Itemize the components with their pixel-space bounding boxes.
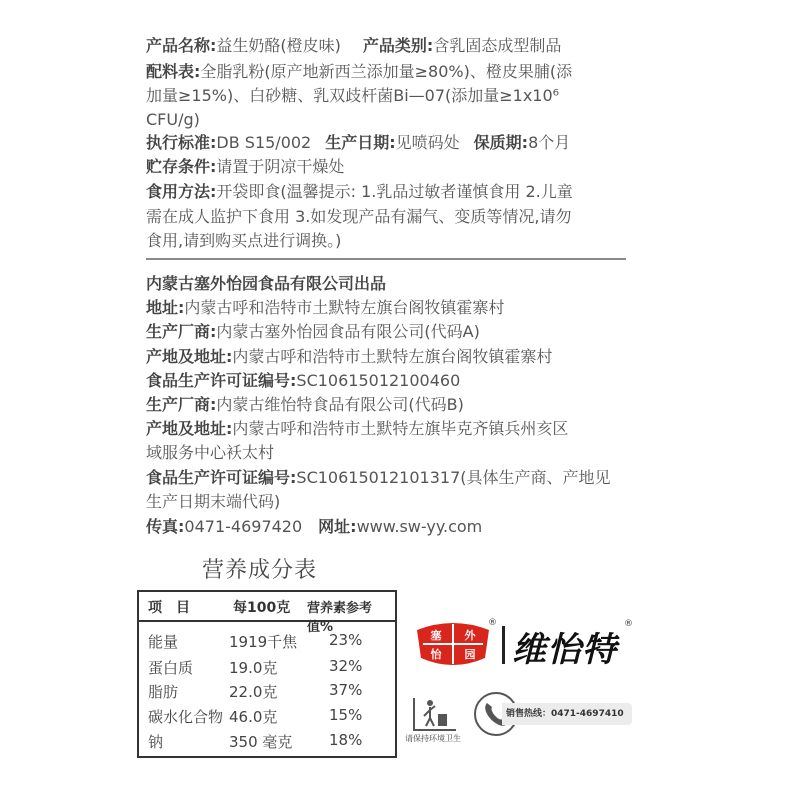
origin-a-value: 内蒙古呼和浩特市土默特左旗台阁牧镇霍寨村 (232, 347, 553, 366)
nutrient-name: 脂肪 (148, 683, 179, 701)
usage-line-3 (146, 229, 341, 253)
address-line (146, 296, 504, 320)
contact-line (146, 515, 482, 539)
storage-value: 请置于阴凉干燥处 (216, 157, 345, 176)
brand-name: 维怡特 (512, 630, 617, 670)
logo-seal-char: 外 (464, 629, 476, 642)
fax-label: 传真: (146, 517, 185, 536)
product-name-label: 产品名称: (146, 36, 217, 55)
ingredients-value-2: 加量≥15%)、白砂糖、乳双歧杆菌Bi—07(添加量≥1x10⁶ (146, 86, 560, 105)
usage-line-2 (146, 205, 571, 229)
nutrient-amount: 350 毫克 (229, 733, 293, 751)
nutrition-row (139, 654, 395, 680)
ingredients-value-1: 全脂乳粉(原产地新西兰添加量≥80%)、橙皮果脯(添 (200, 62, 573, 81)
origin-b-line (146, 417, 568, 441)
maker-title: 内蒙古塞外怡园食品有限公司出品 (146, 274, 387, 293)
registered-mark: ® (488, 618, 497, 628)
storage-label: 贮存条件: (146, 157, 217, 176)
nutrient-nrv: 23% (329, 631, 363, 649)
section-divider (146, 258, 626, 260)
license-a-value: SC10615012100460 (296, 371, 461, 390)
product-name-value: 益生奶酪(橙皮味) (216, 36, 341, 55)
tidy-man-icon (410, 694, 460, 734)
origin-b-line-2 (146, 441, 274, 465)
product-name-line (146, 34, 561, 58)
license-b-value: SC10615012101317(具体生产商、产地见 (296, 468, 611, 487)
license-b-value-2: 生产日期末端代码) (146, 492, 281, 511)
production-date-label: 生产日期: (325, 133, 396, 152)
nutrition-title: 营养成分表 (202, 558, 318, 583)
usage-label: 食用方法: (146, 182, 217, 201)
ingredients-line-1 (146, 60, 572, 84)
origin-b-value: 内蒙古呼和浩特市土默特左旗毕克齐镇兵州亥区 (232, 419, 569, 438)
usage-value-1: 开袋即食(温馨提示: 1.乳品过敏者谨慎食用 2.儿童 (216, 182, 573, 201)
storage-line (146, 155, 344, 179)
standard-line (146, 131, 570, 155)
manufacturer-b-line (146, 393, 464, 417)
ingredients-label: 配料表: (146, 62, 201, 81)
nutrient-name: 碳水化合物 (148, 708, 224, 726)
nutrient-amount: 46.0克 (229, 708, 278, 726)
manufacturer-a-value: 内蒙古塞外怡园食品有限公司(代码A) (216, 322, 480, 341)
license-a-label: 食品生产许可证编号: (146, 371, 297, 390)
nutrient-nrv: 18% (329, 731, 363, 749)
origin-b-label: 产地及地址: (146, 419, 233, 438)
origin-a-line (146, 345, 552, 369)
origin-a-label: 产地及地址: (146, 347, 233, 366)
address-label: 地址: (146, 298, 185, 317)
website-value: www.sw-yy.com (356, 517, 483, 536)
nutrient-name: 钠 (148, 733, 164, 751)
nutrient-name: 能量 (148, 633, 179, 651)
ingredients-line-2 (146, 84, 559, 108)
ingredients-line-3 (146, 108, 200, 132)
nutrition-header-row (139, 592, 395, 635)
shelf-life-label: 保质期: (473, 133, 529, 152)
usage-line-1 (146, 180, 573, 204)
license-b-line (146, 466, 611, 490)
sales-hotline: 销售热线：0471-4697410 (502, 703, 632, 725)
nutrition-row (139, 728, 395, 754)
manufacturer-b-value: 内蒙古维怡特食品有限公司(代码B) (216, 395, 464, 414)
logo-seal-char: 怡 (430, 648, 442, 661)
manufacturer-a-line (146, 320, 480, 344)
address-value: 内蒙古呼和浩特市土默特左旗台阁牧镇霍寨村 (184, 298, 505, 317)
nutrient-amount: 19.0克 (229, 659, 278, 677)
standard-value: DB S15/002 (216, 133, 312, 152)
nutrient-nrv: 15% (329, 706, 363, 724)
nutrition-row (139, 678, 395, 704)
saiwaiyiyuan-logo (415, 620, 491, 668)
logo-seal-char: 塞 (430, 629, 442, 642)
origin-b-value-2: 域服务中心袄太村 (146, 443, 275, 462)
production-date-value: 见喷码处 (395, 133, 460, 152)
product-type-value: 含乳固态成型制品 (433, 36, 562, 55)
nutrient-name: 蛋白质 (148, 659, 194, 677)
registered-mark: ® (624, 619, 633, 629)
nutrition-header-item: 项 目 (148, 600, 190, 616)
maker-title-line (146, 272, 386, 296)
recycle-caption: 请保持环境卫生 (405, 734, 461, 743)
nutrition-header-per100g: 每100克 (233, 600, 291, 616)
usage-value-2: 需在成人监护下食用 3.如发现产品有漏气、变质等情况,请勿 (146, 207, 572, 226)
website-label: 网址: (318, 517, 357, 536)
license-b-line-2 (146, 490, 280, 514)
nutrient-nrv: 37% (329, 681, 363, 699)
nutrient-nrv: 32% (329, 657, 363, 675)
manufacturer-a-label: 生产厂商: (146, 322, 217, 341)
product-type-label: 产品类别: (362, 36, 434, 55)
license-b-label: 食品生产许可证编号: (146, 468, 297, 487)
standard-label: 执行标准: (146, 133, 217, 152)
logo-seal-char: 园 (464, 648, 476, 661)
nutrition-header-nrv: 营养素参考值% (307, 601, 373, 635)
fax-value: 0471-4697420 (184, 517, 303, 536)
nutrient-amount: 1919千焦 (229, 633, 298, 651)
license-a-line (146, 369, 460, 393)
usage-value-3: 食用,请到购买点进行调换。) (146, 231, 342, 250)
nutrition-row (139, 628, 395, 654)
ingredients-value-3: CFU/g) (146, 110, 200, 129)
nutrition-row (139, 703, 395, 729)
nutrition-table (137, 590, 397, 758)
manufacturer-b-label: 生产厂商: (146, 395, 217, 414)
shelf-life-value: 8个月 (528, 133, 571, 152)
nutrient-amount: 22.0克 (229, 683, 278, 701)
logo-separator (502, 626, 505, 664)
